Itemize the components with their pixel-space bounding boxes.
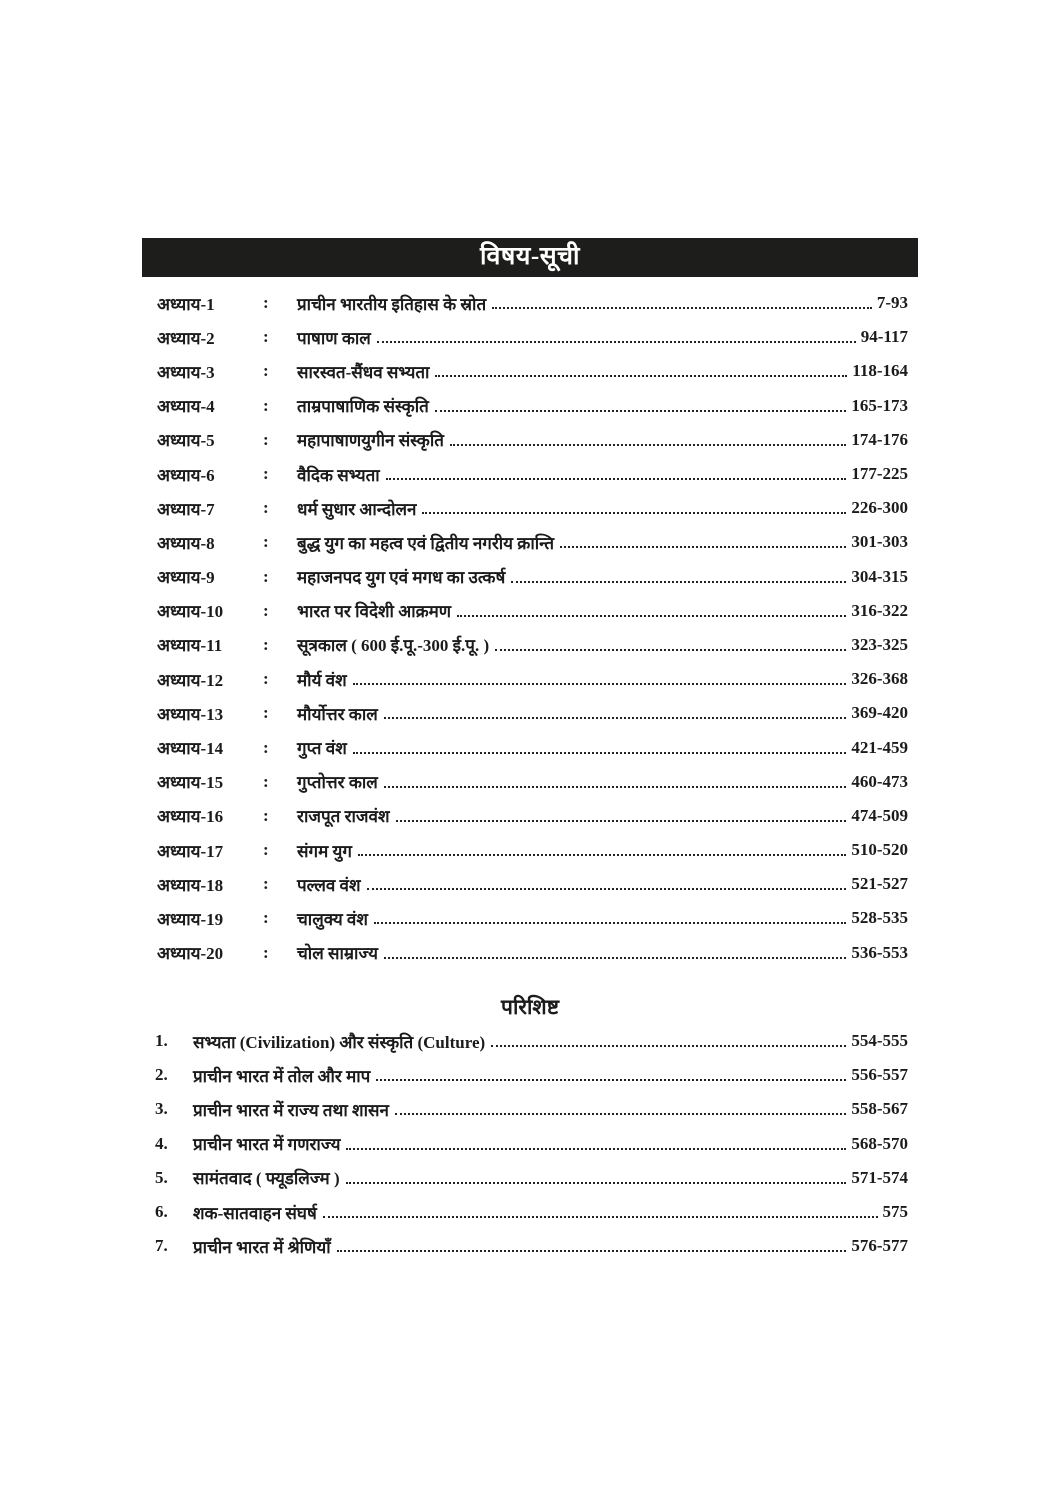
dot-leader	[560, 546, 846, 548]
appendix-item-row	[155, 1161, 908, 1195]
chapter-separator: :	[263, 498, 269, 518]
appendix-item-title: प्राचीन भारत में गणराज्य	[193, 1135, 341, 1155]
chapter-page-range: 474-509	[851, 805, 908, 825]
appendix-item-title: प्राचीन भारत में तोल और माप	[193, 1066, 371, 1086]
appendix-page-range: 571-574	[851, 1167, 908, 1187]
chapter-page-range: 94-117	[860, 327, 908, 347]
chapter-label: अध्याय-16	[157, 807, 224, 827]
dot-leader	[450, 444, 846, 446]
dot-leader	[435, 375, 847, 377]
appendix-item-number: 4.	[155, 1133, 168, 1153]
chapter-separator: :	[263, 464, 269, 484]
chapter-separator: :	[263, 600, 269, 620]
chapter-title: गुप्तोत्तर काल	[297, 773, 378, 793]
chapter-title: संगम युग	[297, 841, 352, 861]
chapter-separator: :	[263, 908, 269, 928]
dot-leader	[358, 854, 846, 856]
dot-leader	[384, 786, 846, 788]
appendix-item-title: प्राचीन भारत में श्रेणियाँ	[193, 1237, 331, 1257]
chapter-page-range: 226-300	[851, 498, 908, 518]
appendix-item-row	[155, 1195, 908, 1229]
chapter-page-range: 510-520	[851, 840, 908, 860]
chapter-separator: :	[263, 566, 269, 586]
chapter-label: अध्याय-8	[157, 533, 215, 553]
toc-chapter-row	[157, 389, 908, 423]
appendix-page-range: 558-567	[851, 1099, 908, 1119]
appendix-page-range: 556-557	[851, 1065, 908, 1085]
chapter-label: अध्याय-13	[157, 704, 224, 724]
chapter-page-range: 460-473	[851, 771, 908, 791]
chapter-title: सूत्रकाल ( 600 ई.पू.-300 ई.पू. )	[297, 636, 490, 656]
toc-chapter-row	[157, 594, 908, 628]
toc-chapter-row	[157, 457, 908, 491]
toc-chapter-row	[157, 354, 908, 388]
chapter-title: गुप्त वंश	[297, 739, 347, 759]
dot-leader	[346, 1148, 846, 1150]
appendix-item-row	[155, 1127, 908, 1161]
chapter-page-range: 323-325	[851, 634, 908, 654]
appendix-page-range: 568-570	[851, 1133, 908, 1153]
chapter-title: मौर्य वंश	[297, 670, 347, 690]
chapter-label: अध्याय-17	[157, 841, 224, 861]
appendix-page-range: 575	[882, 1202, 908, 1222]
chapter-separator: :	[263, 293, 269, 313]
chapter-title: वैदिक सभ्यता	[297, 465, 380, 485]
dot-leader	[377, 341, 856, 343]
appendix-item-title: सभ्यता (Civilization) और संस्कृति (Culture)	[193, 1032, 486, 1052]
chapter-page-range: 7-93	[876, 293, 908, 313]
chapter-title: चालुक्य वंश	[297, 909, 368, 929]
chapter-page-range: 177-225	[851, 464, 908, 484]
chapter-separator: :	[263, 874, 269, 894]
chapter-separator: :	[263, 361, 269, 381]
chapter-page-range: 521-527	[851, 874, 908, 894]
chapter-page-range: 528-535	[851, 908, 908, 928]
appendix-item-number: 5.	[155, 1167, 168, 1187]
chapter-page-range: 304-315	[851, 566, 908, 586]
dot-leader	[384, 717, 847, 719]
appendix-item-number: 3.	[155, 1099, 168, 1119]
chapter-label: अध्याय-10	[157, 602, 224, 622]
chapter-title: बुद्ध युग का महत्व एवं द्वितीय नगरीय क्रान्ति	[297, 533, 555, 553]
appendix-list	[155, 1024, 908, 1263]
chapter-title: भारत पर विदेशी आक्रमण	[297, 602, 452, 622]
dot-leader	[337, 1250, 847, 1252]
dot-leader	[396, 820, 847, 822]
chapter-separator: :	[263, 634, 269, 654]
chapter-label: अध्याय-7	[157, 499, 215, 519]
chapter-page-range: 326-368	[851, 669, 908, 689]
chapter-title: मौर्योत्तर काल	[297, 704, 378, 724]
chapter-label: अध्याय-5	[157, 431, 215, 451]
toc-chapter-row	[157, 730, 908, 764]
chapter-label: अध्याय-15	[157, 773, 224, 793]
chapter-separator: :	[263, 532, 269, 552]
chapter-label: अध्याय-20	[157, 944, 224, 964]
chapter-list	[157, 286, 908, 970]
chapter-page-range: 118-164	[852, 361, 908, 381]
chapter-page-range: 369-420	[851, 703, 908, 723]
chapter-separator: :	[263, 703, 269, 723]
toc-chapter-row	[157, 525, 908, 559]
chapter-label: अध्याय-19	[157, 909, 224, 929]
chapter-separator: :	[263, 840, 269, 860]
appendix-item-number: 1.	[155, 1031, 168, 1051]
chapter-label: अध्याय-18	[157, 875, 224, 895]
dot-leader	[435, 410, 847, 412]
chapter-separator: :	[263, 429, 269, 449]
chapter-page-range: 316-322	[851, 600, 908, 620]
toc-chapter-row	[157, 662, 908, 696]
dot-leader	[511, 581, 846, 583]
appendix-item-number: 7.	[155, 1236, 168, 1256]
toc-chapter-row	[157, 936, 908, 970]
chapter-separator: :	[263, 805, 269, 825]
chapter-title: पल्लव वंश	[297, 875, 361, 895]
chapter-separator: :	[263, 395, 269, 415]
dot-leader	[374, 922, 846, 924]
toc-chapter-row	[157, 560, 908, 594]
dot-leader	[353, 752, 847, 754]
chapter-separator: :	[263, 327, 269, 347]
toc-header-bar	[142, 238, 918, 277]
toc-chapter-row	[157, 765, 908, 799]
appendix-item-number: 2.	[155, 1065, 168, 1085]
toc-chapter-row	[157, 628, 908, 662]
chapter-page-range: 536-553	[851, 942, 908, 962]
toc-chapter-row	[157, 696, 908, 730]
chapter-label: अध्याय-14	[157, 739, 224, 759]
appendix-item-row	[155, 1092, 908, 1126]
chapter-title: महाजनपद युग एवं मगध का उत्कर्ष	[297, 568, 506, 588]
dot-leader	[422, 512, 846, 514]
chapter-label: अध्याय-4	[157, 397, 215, 417]
toc-chapter-row	[157, 901, 908, 935]
chapter-label: अध्याय-12	[157, 670, 224, 690]
dot-leader	[492, 307, 872, 309]
toc-chapter-row	[157, 799, 908, 833]
toc-chapter-row	[157, 423, 908, 457]
appendix-item-title: प्राचीन भारत में राज्य तथा शासन	[193, 1100, 389, 1120]
dot-leader	[346, 1182, 847, 1184]
chapter-label: अध्याय-3	[157, 362, 215, 382]
chapter-label: अध्याय-1	[157, 294, 215, 314]
chapter-separator: :	[263, 737, 269, 757]
chapter-title: राजपूत राजवंश	[297, 807, 390, 827]
chapter-page-range: 421-459	[851, 737, 908, 757]
chapter-page-range: 165-173	[851, 395, 908, 415]
chapter-separator: :	[263, 942, 269, 962]
chapter-label: अध्याय-9	[157, 568, 215, 588]
appendix-item-number: 6.	[155, 1202, 168, 1222]
dot-leader	[376, 1079, 846, 1081]
appendix-item-title: शक-सातवाहन संघर्ष	[193, 1203, 317, 1223]
toc-chapter-row	[157, 491, 908, 525]
dot-leader	[384, 957, 846, 959]
dot-leader	[367, 888, 847, 890]
toc-chapter-row	[157, 867, 908, 901]
appendix-page-range: 576-577	[851, 1236, 908, 1256]
appendix-page-range: 554-555	[851, 1031, 908, 1051]
chapter-title: सारस्वत-सैंधव सभ्यता	[297, 362, 430, 382]
chapter-title: पाषाण काल	[297, 328, 371, 348]
chapter-title: ताम्रपाषाणिक संस्कृति	[297, 397, 429, 417]
chapter-label: अध्याय-11	[157, 636, 223, 656]
chapter-label: अध्याय-6	[157, 465, 215, 485]
chapter-separator: :	[263, 669, 269, 689]
toc-chapter-row	[157, 833, 908, 867]
appendix-item-title: सामंतवाद ( फ्यूडलिज्म )	[193, 1169, 340, 1189]
toc-chapter-row	[157, 286, 908, 320]
dot-leader	[353, 683, 847, 685]
appendix-item-row	[155, 1058, 908, 1092]
chapter-title: धर्म सुधार आन्दोलन	[297, 499, 417, 519]
dot-leader	[495, 649, 846, 651]
dot-leader	[323, 1216, 878, 1218]
chapter-title: महापाषाणयुगीन संस्कृति	[297, 431, 444, 451]
chapter-page-range: 301-303	[851, 532, 908, 552]
toc-chapter-row	[157, 320, 908, 354]
chapter-title: प्राचीन भारतीय इतिहास के स्रोत	[297, 294, 487, 314]
dot-leader	[395, 1113, 846, 1115]
dot-leader	[491, 1045, 846, 1047]
appendix-heading: परिशिष्ट	[501, 995, 559, 1019]
chapter-page-range: 174-176	[851, 429, 908, 449]
dot-leader	[457, 615, 846, 617]
page-title: विषय-सूची	[480, 242, 580, 270]
chapter-title: चोल साम्राज्य	[297, 944, 379, 964]
appendix-item-row	[155, 1229, 908, 1263]
dot-leader	[386, 478, 847, 480]
appendix-item-row	[155, 1024, 908, 1058]
chapter-label: अध्याय-2	[157, 328, 215, 348]
chapter-separator: :	[263, 771, 269, 791]
